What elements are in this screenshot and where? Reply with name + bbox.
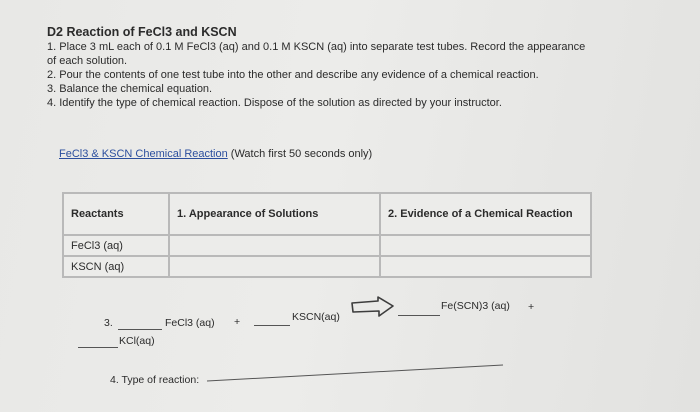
video-link[interactable]: FeCl3 & KSCN Chemical Reaction [59, 148, 228, 160]
reactant-kscn: KSCN(aq) [292, 311, 340, 323]
instruction-line: 2. Pour the contents of one test tube into the other and describe any evidence of a chemical reaction. [47, 69, 539, 81]
evidence-cell[interactable] [380, 256, 591, 277]
header-reactants: Reactants [63, 193, 169, 235]
instructions [47, 40, 627, 110]
instruction-line: 1. Place 3 mL each of 0.1 M FeCl3 (aq) and 0.1 M KSCN (aq) into separate test tubes. Record the appearance [47, 41, 586, 53]
header-appearance: 1. Appearance of Solutions [169, 193, 380, 235]
evidence-cell[interactable] [380, 235, 591, 256]
header-evidence: 2. Evidence of a Chemical Reaction [380, 193, 591, 235]
reactant-cell: KSCN (aq) [63, 256, 169, 277]
observations-table [62, 192, 592, 278]
table-header-row [63, 193, 591, 235]
video-note: (Watch first 50 seconds only) [230, 148, 373, 160]
table-row [63, 235, 591, 256]
page-title: D2 Reaction of FeCl3 and KSCN [47, 25, 237, 39]
plus-sign: + [528, 301, 535, 313]
coefficient-blank-1[interactable] [118, 329, 162, 330]
equation-number: 3. [104, 317, 113, 329]
appearance-cell[interactable] [169, 235, 380, 256]
coefficient-blank-4[interactable] [78, 347, 118, 348]
reaction-type-answer-line[interactable] [205, 362, 505, 384]
instruction-line: 4. Identify the type of chemical reaction. Dispose of the solution as directed by your instructor. [47, 97, 502, 109]
product-kcl: KCl(aq) [119, 335, 155, 347]
reactant-fecl3: FeCl3 (aq) [165, 317, 215, 329]
table-row [63, 256, 591, 277]
instruction-line: of each solution. [47, 55, 128, 67]
video-reference [59, 148, 372, 160]
coefficient-blank-2[interactable] [254, 325, 290, 326]
plus-sign: + [234, 316, 241, 328]
instruction-line: 3. Balance the chemical equation. [47, 83, 213, 95]
product-fescn3: Fe(SCN)3 (aq) [441, 300, 510, 312]
appearance-cell[interactable] [169, 256, 380, 277]
coefficient-blank-3[interactable] [398, 315, 440, 316]
reaction-type-label: 4. Type of reaction: [110, 374, 200, 386]
right-arrow-icon [350, 296, 396, 318]
reactant-cell: FeCl3 (aq) [63, 235, 169, 256]
